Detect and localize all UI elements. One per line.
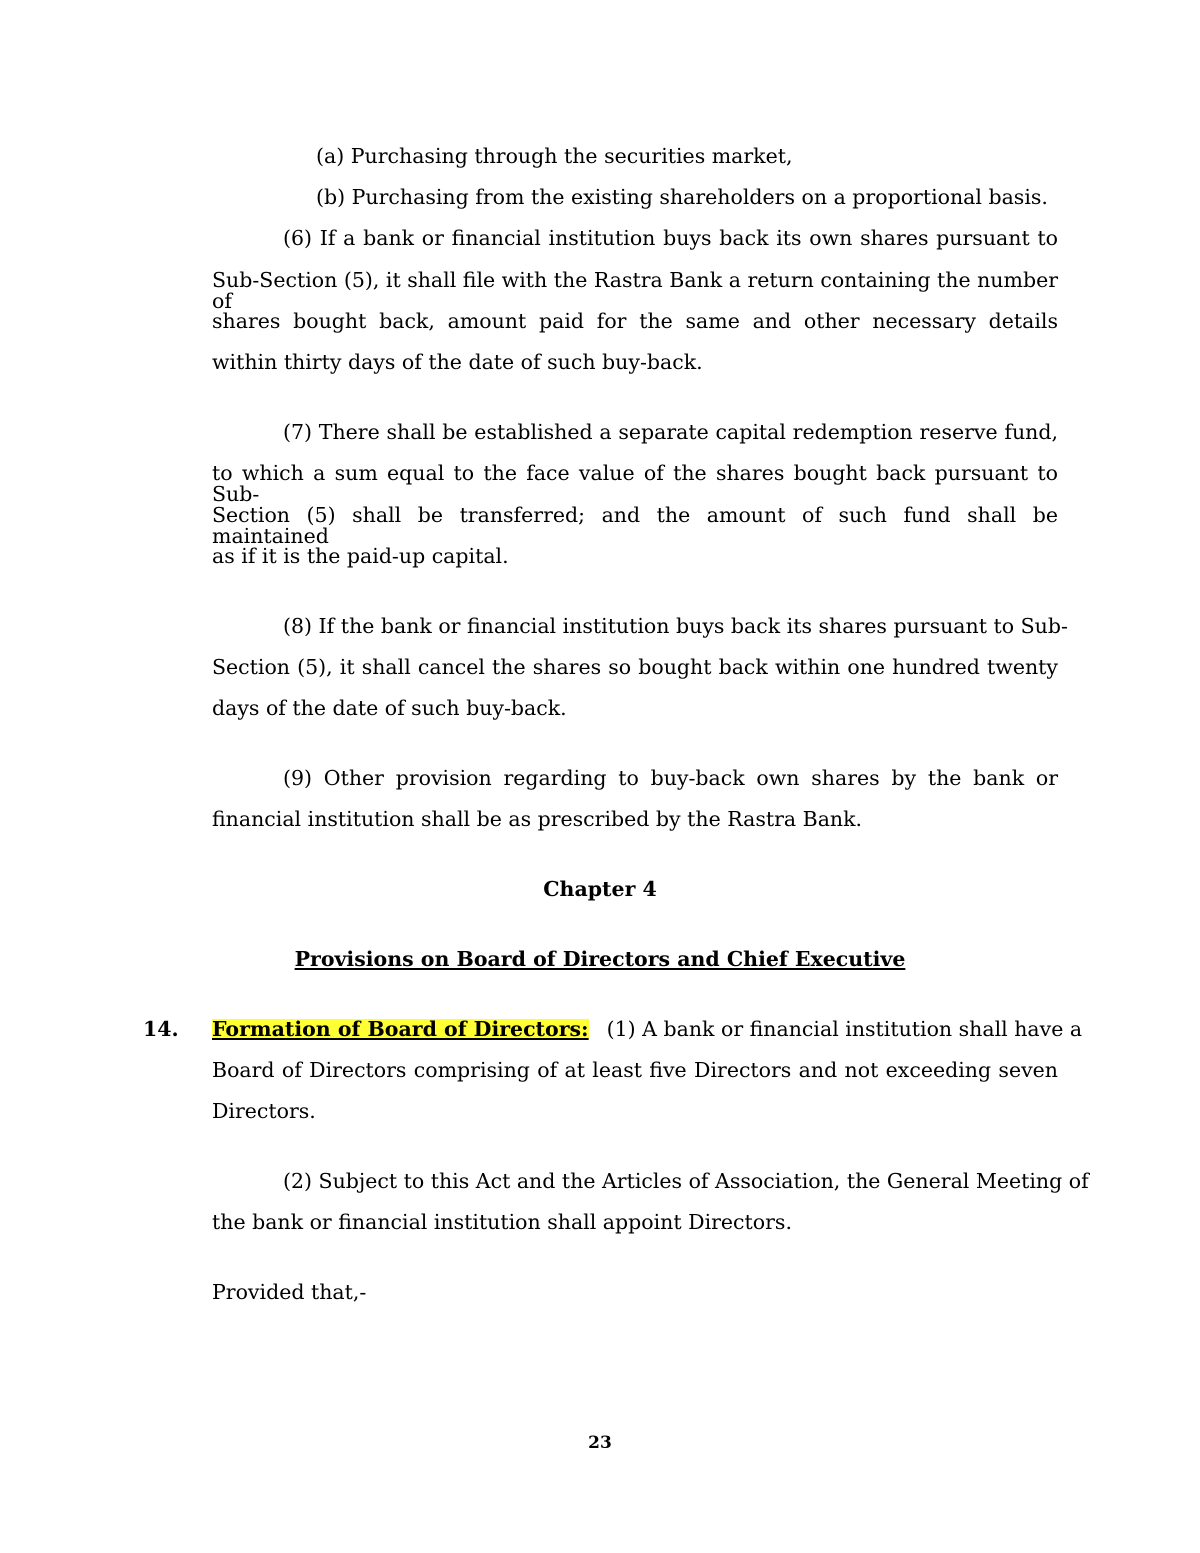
para-7-line-3: Section (5) shall be transferred; and the amount of such fund shall be maintained xyxy=(212,503,1058,548)
section-14-line-1 xyxy=(212,1017,1083,1041)
para-8-line-2: Section (5), it shall cancel the shares so bought back within one hundred twenty xyxy=(212,655,1058,679)
proviso-text: Provided that,- xyxy=(212,1280,367,1304)
para-6-line-2: Sub-Section (5), it shall file with the Rastra Bank a return containing the number of xyxy=(212,268,1058,313)
section-14-line-3: Directors. xyxy=(212,1099,316,1123)
section-14-line-2: Board of Directors comprising of at least five Directors and not exceeding seven xyxy=(212,1058,1058,1082)
subsection-2-line-2: the bank or financial institution shall appoint Directors. xyxy=(212,1210,792,1234)
para-8-line-1: (8) If the bank or financial institution buys back its shares pursuant to Sub- xyxy=(283,614,1068,638)
para-9-line-2: financial institution shall be as prescribed by the Rastra Bank. xyxy=(212,807,863,831)
para-6-line-1: (6) If a bank or financial institution buys back its own shares pursuant to xyxy=(283,226,1058,250)
para-6-line-4: within thirty days of the date of such buy-back. xyxy=(212,350,703,374)
page-number: 23 xyxy=(588,1433,612,1453)
para-6-line-3: shares bought back, amount paid for the same and other necessary details xyxy=(212,309,1058,333)
list-item-a: (a) Purchasing through the securities market, xyxy=(316,144,793,168)
section-number: 14. xyxy=(143,1017,179,1041)
para-9-line-1: (9) Other provision regarding to buy-back own shares by the bank or xyxy=(283,766,1058,790)
para-7-line-1: (7) There shall be established a separate capital redemption reserve fund, xyxy=(283,420,1058,444)
para-7-line-2: to which a sum equal to the face value of the shares bought back pursuant to Sub- xyxy=(212,461,1058,506)
para-7-line-4: as if it is the paid-up capital. xyxy=(212,544,509,568)
list-item-b: (b) Purchasing from the existing shareholders on a proportional basis. xyxy=(316,185,1048,209)
subsection-2-line-1: (2) Subject to this Act and the Articles of Association, the General Meeting of xyxy=(283,1169,1089,1193)
chapter-subtitle-text: Provisions on Board of Directors and Chief Executive xyxy=(294,947,906,971)
section-heading: Formation of Board of Directors: xyxy=(212,1017,589,1041)
section-14-line-1-text: (1) A bank or financial institution shall have a xyxy=(606,1017,1083,1041)
chapter-subtitle xyxy=(0,949,1200,970)
para-8-line-3: days of the date of such buy-back. xyxy=(212,696,567,720)
chapter-title: Chapter 4 xyxy=(543,877,657,901)
